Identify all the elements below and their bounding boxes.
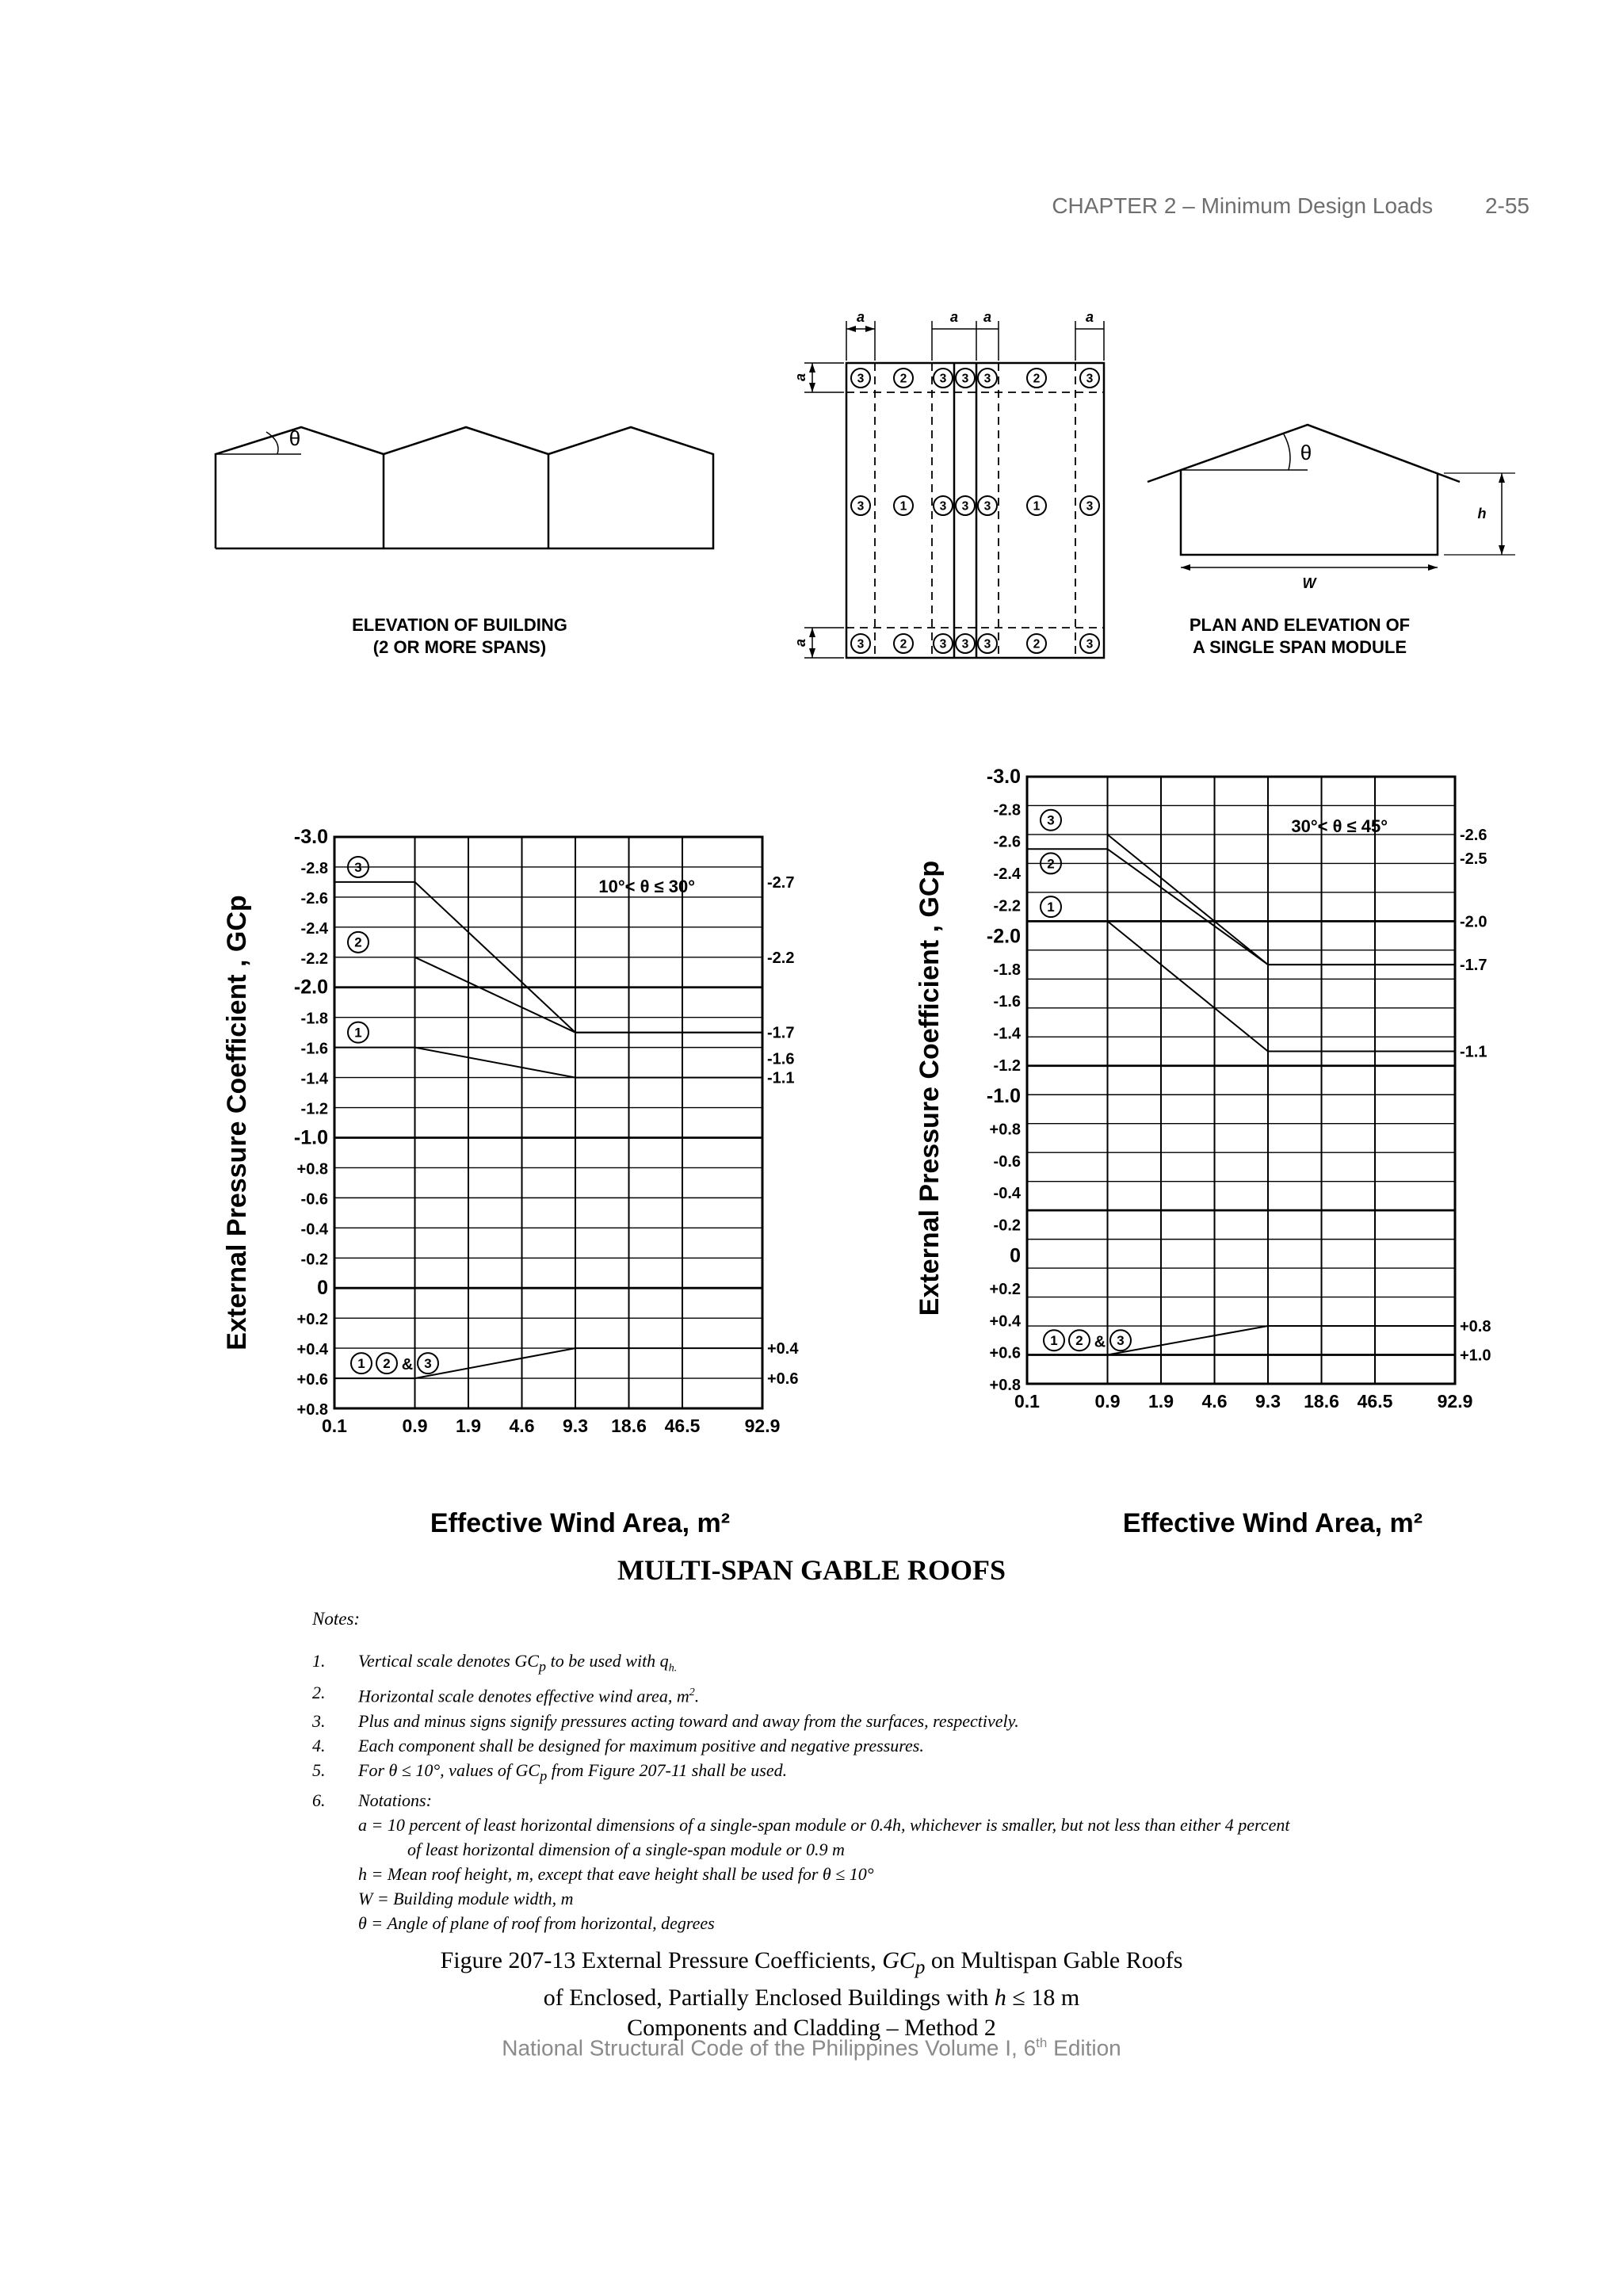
- svg-text:3: 3: [961, 372, 969, 386]
- notation-theta: θ = Angle of plane of roof from horizontal, degrees: [358, 1913, 715, 1934]
- svg-text:3: 3: [983, 637, 991, 651]
- y-tick-label: -1.8: [993, 961, 1021, 979]
- svg-text:3: 3: [1086, 372, 1094, 386]
- y-tick-label: -1.6: [993, 993, 1021, 1011]
- right-value-label: -2.0: [1460, 913, 1487, 931]
- notation-a-cont: of least horizontal dimension of a single-span module or 0.9 m: [407, 1839, 845, 1860]
- section-title: MULTI-SPAN GABLE ROOFS: [617, 1554, 1006, 1586]
- zone-3-marker: [418, 1353, 438, 1373]
- series-zone-2: [415, 957, 763, 1033]
- note-item: 4. Each component shall be designed for maximum positive and negative pressures.: [312, 1735, 924, 1755]
- svg-text:3: 3: [1117, 1333, 1125, 1349]
- zone-3-marker: [1041, 810, 1061, 831]
- y-tick-label: -1.2: [993, 1056, 1021, 1075]
- y-tick-label: -1.2: [300, 1100, 328, 1118]
- dim-w-label: W: [1302, 575, 1316, 591]
- x-tick-label: 9.3: [563, 1415, 589, 1436]
- svg-text:3: 3: [857, 372, 865, 386]
- note-item: 5. For θ ≤ 10°, values of $GC_p$ from Figure 207-11 shall be used.: [312, 1759, 788, 1784]
- x-tick-label: 92.9: [1437, 1391, 1473, 1412]
- y-tick-label: +0.8: [296, 1401, 328, 1419]
- y-tick-label: -1.4: [993, 1025, 1021, 1043]
- y-tick-label: -2.8: [993, 801, 1021, 819]
- series-zone-1: [334, 1048, 762, 1078]
- x-tick-label: 4.6: [509, 1415, 535, 1436]
- x-axis-label: Effective Wind Area, m²: [430, 1508, 731, 1538]
- svg-text:3: 3: [857, 637, 865, 651]
- zone-1-marker: [348, 1022, 369, 1043]
- footer: National Structural Code of the Philippines Volume I, 6th Edition: [502, 2035, 1121, 2061]
- svg-text:3: 3: [983, 499, 991, 514]
- zone-1-marker: [1041, 896, 1061, 917]
- dim-a-label: a: [792, 638, 808, 648]
- zone-2-marker: [1069, 1330, 1090, 1350]
- zone-1-marker: [1044, 1330, 1064, 1350]
- plan-caption: PLAN AND ELEVATION OF A SINGLE SPAN MODULE: [1189, 615, 1411, 657]
- svg-text:1: 1: [1033, 499, 1041, 514]
- y-tick-label: -1.4: [300, 1070, 328, 1088]
- svg-text:1: 1: [1047, 899, 1055, 915]
- svg-text:2: 2: [383, 1355, 391, 1371]
- right-value-label: -1.6: [767, 1050, 795, 1068]
- y-tick-label: -2.6: [300, 889, 328, 907]
- x-tick-label: 0.9: [402, 1415, 428, 1436]
- zone-2-marker: [376, 1353, 397, 1373]
- right-value-label: +0.4: [767, 1340, 799, 1358]
- y-tick-label: -0.6: [300, 1190, 328, 1209]
- y-tick-label: +0.6: [296, 1371, 328, 1389]
- svg-text:3: 3: [961, 637, 969, 651]
- gcp-chart-1: [222, 826, 799, 1538]
- note-item: 2. Horizontal scale denotes effective wind area, $m^2$.: [312, 1683, 700, 1706]
- y-tick-label: +0.2: [296, 1311, 328, 1329]
- x-tick-label: 92.9: [744, 1415, 781, 1436]
- y-tick-label: -2.2: [993, 897, 1021, 915]
- note-item: 6. Notations:: [312, 1790, 432, 1811]
- dim-a-label: a: [949, 309, 959, 325]
- y-tick-label: -2.6: [993, 833, 1021, 851]
- right-value-label: -1.7: [1460, 957, 1487, 975]
- svg-text:1: 1: [357, 1355, 365, 1371]
- x-tick-label: 46.5: [664, 1415, 701, 1436]
- y-tick-label: +0.8: [989, 1377, 1021, 1394]
- svg-text:3: 3: [1047, 812, 1055, 828]
- notes-list: [312, 1648, 1533, 1935]
- plot-frame: [334, 837, 762, 1408]
- y-tick-label: -0.2: [300, 1251, 328, 1269]
- theta-label: θ: [1300, 441, 1312, 464]
- y-tick-label: +0.6: [989, 1344, 1021, 1362]
- svg-text:2: 2: [1075, 1333, 1083, 1349]
- svg-text:3: 3: [961, 499, 969, 514]
- gcp-chart-2: [915, 766, 1491, 1538]
- svg-text:3: 3: [1086, 637, 1094, 651]
- svg-text:2: 2: [354, 934, 362, 950]
- x-axis-label: Effective Wind Area, m²: [1122, 1508, 1423, 1538]
- svg-text:1: 1: [899, 499, 907, 514]
- dim-a-label: a: [983, 309, 992, 325]
- x-tick-label: 1.9: [456, 1415, 482, 1436]
- figure-caption: Figure 207-13 External Pressure Coefficients, $GC_p$ on Multispan Gable Roofs of Enclosed, Partially Enclosed Buildings with h ≤ 18 m Components and Cladding – Method 2: [440, 1947, 1183, 2041]
- y-tick-label: -2.0: [293, 976, 328, 999]
- svg-text:2: 2: [899, 637, 907, 651]
- svg-text:2: 2: [1033, 637, 1041, 651]
- right-value-label: -2.7: [767, 873, 795, 892]
- y-tick-label: -2.4: [300, 919, 328, 938]
- y-tick-label: +0.4: [296, 1341, 328, 1359]
- x-tick-label: 0.1: [1014, 1391, 1040, 1412]
- right-value-label: -1.7: [767, 1024, 795, 1042]
- dim-h-label: h: [1477, 506, 1487, 521]
- x-tick-label: 18.6: [611, 1415, 647, 1436]
- y-tick-label: +0.2: [989, 1281, 1021, 1299]
- right-value-label: +0.8: [1460, 1318, 1491, 1336]
- x-tick-label: 4.6: [1201, 1391, 1228, 1412]
- y-tick-label: -1.0: [986, 1085, 1021, 1108]
- chart-title: 30°< θ ≤ 45°: [1291, 816, 1388, 836]
- right-value-label: -2.5: [1460, 850, 1487, 869]
- y-tick-label: +0.8: [296, 1160, 328, 1179]
- svg-text:2: 2: [1047, 856, 1055, 872]
- svg-text:1: 1: [354, 1025, 362, 1041]
- y-tick-label: -2.0: [986, 925, 1021, 948]
- svg-text:1: 1: [1050, 1333, 1058, 1349]
- page-number: 2-55: [1484, 193, 1529, 218]
- y-tick-label: -2.8: [300, 859, 328, 877]
- y-tick-label: 0: [317, 1277, 328, 1300]
- x-tick-label: 0.1: [322, 1415, 347, 1436]
- zone-2-marker: [348, 932, 369, 953]
- chart-title: 10°< θ ≤ 30°: [598, 877, 696, 896]
- legend-and: &: [1094, 1333, 1106, 1351]
- y-tick-label: -0.4: [300, 1221, 328, 1239]
- y-axis-label: External Pressure Coefficient , GCp: [222, 895, 252, 1350]
- svg-text:3: 3: [354, 859, 362, 875]
- theta-label: θ: [288, 426, 301, 450]
- svg-text:3: 3: [939, 372, 947, 386]
- y-tick-label: -3.0: [293, 826, 328, 848]
- notation-a: a = 10 percent of least horizontal dimensions of a single-span module or 0.4h, whichever is smaller, but not less than either 4 percent: [358, 1815, 1290, 1836]
- y-tick-label: -0.6: [993, 1152, 1021, 1171]
- svg-text:2: 2: [899, 372, 907, 386]
- y-tick-label: -0.4: [993, 1185, 1021, 1203]
- svg-text:2: 2: [1033, 372, 1041, 386]
- x-tick-label: 18.6: [1304, 1391, 1339, 1412]
- series-zone-1: [1108, 921, 1456, 1051]
- x-tick-label: 1.9: [1148, 1391, 1174, 1412]
- series-zone-123: [334, 1348, 762, 1378]
- svg-text:3: 3: [1086, 499, 1094, 514]
- series-zone-123: [1108, 1326, 1456, 1355]
- plot-frame: [1027, 777, 1455, 1384]
- svg-text:3: 3: [424, 1355, 432, 1371]
- note-item: 1. Vertical scale denotes $GC_p$ to be used with $q_{h.}$: [312, 1651, 678, 1675]
- y-tick-label: -1.6: [300, 1040, 328, 1058]
- notes-heading: Notes:: [312, 1609, 361, 1629]
- y-tick-label: -0.2: [993, 1217, 1021, 1235]
- notation-h: h = Mean roof height, m, except that eave height shall be used for θ ≤ 10°: [358, 1864, 874, 1885]
- y-tick-label: -2.2: [300, 949, 328, 968]
- dim-a-label: a: [792, 372, 808, 382]
- legend-and: &: [401, 1356, 414, 1374]
- x-tick-label: 9.3: [1255, 1391, 1281, 1412]
- x-tick-label: 46.5: [1357, 1391, 1393, 1412]
- dim-a-label: a: [856, 309, 865, 325]
- y-axis-label: External Pressure Coefficient , GCp: [915, 860, 945, 1316]
- right-value-label: +1.0: [1460, 1347, 1491, 1365]
- y-tick-label: -3.0: [986, 766, 1021, 788]
- y-tick-label: -1.8: [300, 1010, 328, 1028]
- x-tick-label: 0.9: [1094, 1391, 1121, 1412]
- y-tick-label: -1.0: [293, 1126, 328, 1149]
- series-zone-3: [1108, 835, 1456, 965]
- right-value-label: -2.6: [1460, 826, 1487, 844]
- svg-text:3: 3: [857, 499, 865, 514]
- right-value-label: -2.2: [767, 949, 795, 967]
- right-value-label: -1.1: [767, 1069, 795, 1087]
- y-tick-label: 0: [1010, 1244, 1021, 1267]
- series-zone-2: [1027, 849, 1455, 965]
- y-tick-label: +0.8: [989, 1121, 1021, 1139]
- elevation-caption: ELEVATION OF BUILDING (2 OR MORE SPANS): [352, 615, 567, 657]
- svg-text:3: 3: [939, 499, 947, 514]
- zone-1-marker: [351, 1353, 372, 1373]
- note-item: 3. Plus and minus signs signify pressures acting toward and away from the surfaces, respectively.: [312, 1710, 1019, 1731]
- svg-text:3: 3: [983, 372, 991, 386]
- y-tick-label: -2.4: [993, 865, 1021, 883]
- chapter-title: CHAPTER 2 – Minimum Design Loads: [1052, 193, 1434, 218]
- y-tick-label: +0.4: [989, 1312, 1021, 1331]
- svg-text:3: 3: [939, 637, 947, 651]
- notation-w: W = Building module width, m: [358, 1889, 574, 1909]
- zone-3-marker: [1110, 1330, 1131, 1350]
- right-value-label: +0.6: [767, 1370, 799, 1389]
- dim-a-label: a: [1085, 309, 1094, 325]
- right-value-label: -1.1: [1460, 1043, 1487, 1061]
